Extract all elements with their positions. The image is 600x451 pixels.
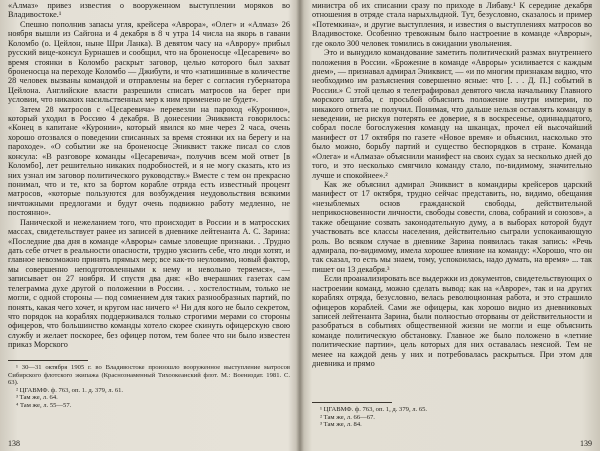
paragraph: «Алмаз» привез известия о вооруженном выступлении моряков во Владивостоке.¹	[8, 1, 290, 20]
left-page	[0, 0, 299, 451]
page-number: 139	[580, 439, 592, 448]
footnote-divider	[8, 360, 88, 361]
paragraph: Спешно пополнив запасы угля, крейсера «Аврора», «Олег» и «Алмаз» 26 ноября вышли из Сайгона и 4 декабря в 8 ч утра 14 числа на якорь в гавани Коломбо (о. Цейлон, ныне Шри Ланка). В девятом часу на «Аврору» прибыл русский вице-консул Бурнашев и сообщил, что на броненосце «Цесаревич» во время стоянки в Коломбо раскрыт заговор, целью которого был захват броненосца на переходе Коломбо — Джибути, и что «затишинные в количестве 28 человек вызваны командой и отправлены на берег с согласия губернатора Цейлона. Английские власти разрешили списать матросов на берег при условии, что никаких насильственных мер к ним применено не будет».	[8, 19, 290, 105]
right-footnotes	[312, 406, 592, 429]
paragraph: Панической и нежеланием того, что происходит в России и в матросских массах, свидетельствует ранее из записей в дневнике лейтенанта А. С. Зарина: «Последние два дня в команде «Авроры» самые зловещие признаки. . .Трудно дать себе отчет в реальности опасности, трудно уяснить себе, что люди хотят, и главное невозможно принять прямых мер; все как-то неуловимо, новый фактор, мы совершенно неподготовленными к нему и невольно теряемся», — записывает он 27 ноября. И спустя два дня: «Во вчерашних газетах сам телеграмма духе другой о положении в России. . . хостелостным, только не могли, с одной стороны — под сомнением для таких разнообразных партий, по понять, какая чего хочет, и кругом нас ничего «¹ Ни для кого не было секретом, что порядок на кораблях поддерживался только строгими мерами со стороны офицеров, что большинство команды хотело скорее скинуть офицерскую свою службу и желает поскорее, без офицер потом, тем более что ни было известен приказ Морского	[8, 217, 290, 350]
paragraph: Если проанализировать все выдержки из документов, свидетельствующих о настроении команд, можно сделать вывод: как на «Авроре», так и на других кораблях отряда, безусловно, велась революционная работа, и это страшило офицеров кораблей. Сами же офицеры, как хорошо видно из дневниковых записей лейтенанта Зарина, были полностью оторваны от действительности и разобраться в событиях общественной жизни не могли и еще объяснить команде политическую обстановку. Главное же было положено в «летние политические партии», цель которых для них оставалась неясной. Тем не менее на каждой день у них и потребовалась раскрыться. При этом для дневника и прямо	[312, 274, 592, 369]
right-page	[302, 0, 600, 451]
left-page-body	[8, 1, 290, 350]
footnote: ³ Там же, л. 64.	[16, 394, 58, 402]
page-number: 138	[8, 439, 20, 448]
paragraph: Как же объяснил адмирал Эниквист в командиры крейсеров царский манифест от 17 октября, трудно сейчас представить, но, видимо, обещания «незыблемых основ гражданской свободы, действительной неприкосновенности личности, свободы совести, слова, собраний и союзов», а также обещание созвать законодательную думу, а в выборах которой будут участвовать все классы населения, действительно сыграли успокаивающую роль. Во всяком случае в дневнике Зарина появилась такая запись: «Речь адмирала, по-видимому, имела хорошее влияние на команду: «Хорошо, что он так сказал, то есть мы знаем, тому, успокоилась, надо думать, на время» ... так пишет он 13 декабря.³	[312, 180, 592, 274]
footnote-divider	[312, 402, 392, 403]
left-footnotes	[8, 364, 290, 410]
footnote: ¹ 30—31 октября 1905 г. во Владивостоке произошло вооруженное выступление матросов Сибирского флотского экипажа (Краснознаменный Тихоокеанский флот. М.: Воениздат. 1981. С. 63).	[8, 364, 290, 387]
footnote: ³ Там же, л. 84.	[320, 421, 362, 429]
paragraph: министра об их списании сразу по приходе в Либаву.¹ К середине декабря отношения в отряде стала нарыхлыдной. Тут, безусловно, сказалось и пример «Потемкина», и другие выступления, и известия о выступлениях матросов во Владивостоке. Особенно тревожным было настроение в команде «Авроры», где около 300 человек томились в ожидании увольнения.	[312, 1, 592, 48]
footnote: ¹ ЦГАВМФ. ф. 763, оп. 1, д. 379, л. 65.	[320, 406, 428, 413]
footnote: ⁴ Там же, л. 55—57.	[16, 401, 72, 409]
paragraph: Затем 28 матросов с «Цесаревича» перевезли на пароход «Куронию», который уходил в Россию 4 декабря. В донесении Эниквиста говорилось: «Конец в капитане «Куронии», который явился ко мне через 2 часа, очень хорошо отозвался о поведении списанных за время стоянки их на берегу и на пароходе». «О событии же на броненосце Эниквист также писал со слов консула: «В разговоре команды «Цесаревича», получив всем мой ответ [в Коломбо], лет решительно никаких подробностей, и я не могу сказать, кто из них узнал им заговор политического руководству.» Вместе с тем он прекрасно понимал, что и те, кто за бортом корабле отряда есть известный процент матросов, «которые пользуются для возбуждения неудовольствия всякими ничтожными предлогами и будут очень подвижно работу медленно, не постоянно».	[8, 104, 290, 218]
paragraph: Это и вынудило командование заметить политический размах внутреннего положения в России. «Брожение в команде «Авроры» усиливается с каждым днем», — признавал адмирал Эниквист, — «и по многим признакам видно, что необходимо им разъяснения совершенно ясные: что [. . . Д. П.] событий в России.» С этой целью я телеграфировал девятого числа начальнику Главного морского штаба, с просьбой объяснить положение внутри империи, по никакого ответа не получил. Понимая, что дальше нельзя оставлять команду в неведении, не рискуя потерять ее доверие, я в воскресенье, одиннадцатого, собрал после богослужения команду на шканцах, прочел ей высочайший манифест от 17 октября по газете «Новое время» и объяснил, насколько это было можно, борьбу партий и существо беспорядков в стране. Команда «Олега» и «Алмаза» объяснили манифест на своих судах за несколько дней до того, и это несколько смягчило команду стало, по-видимому, значительно лучше и спокойнее».²	[312, 48, 592, 180]
right-page-body	[312, 1, 592, 368]
footnote: ² Там же, л. 66—67.	[320, 413, 375, 421]
footnote: ² ЦГАВМФ. ф. 763, оп. 1. д. 379, л. 61.	[16, 386, 124, 394]
